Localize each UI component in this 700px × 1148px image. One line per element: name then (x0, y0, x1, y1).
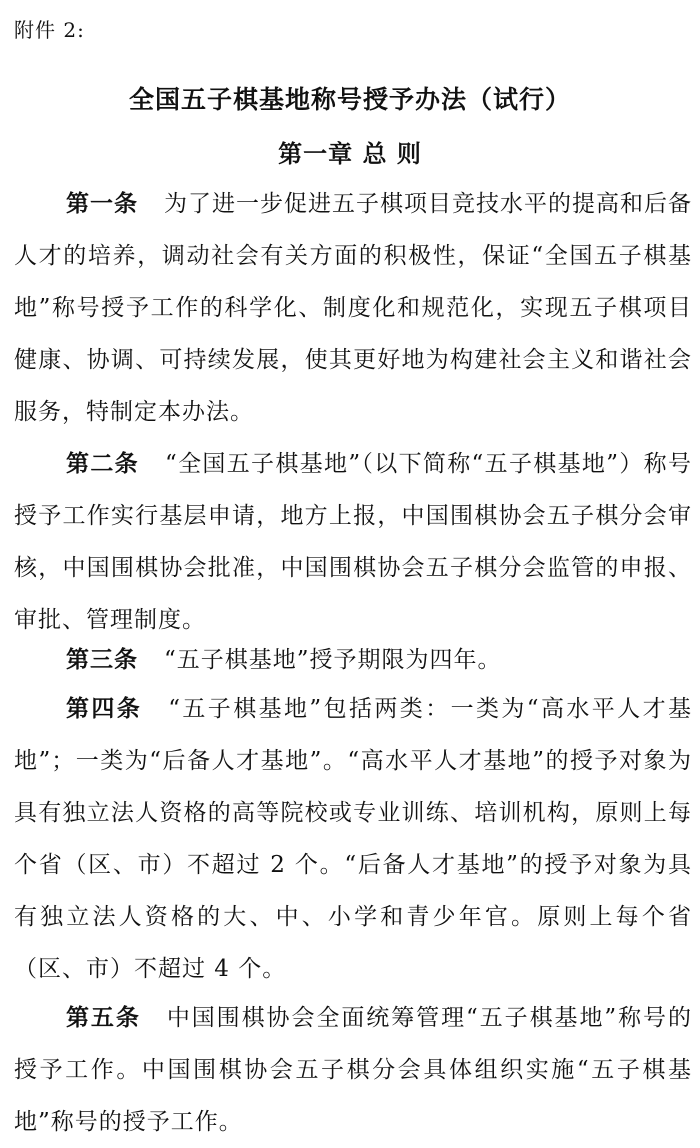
article-3 (14, 634, 692, 686)
document-title: 全国五子棋基地称号授予办法（试行） (128, 85, 571, 114)
article-4 (14, 683, 692, 995)
article-3-label: 第三条 (66, 647, 138, 673)
article-3-text: “五子棋基地”授予期限为四年。 (164, 647, 502, 673)
article-4-text: “五子棋基地”包括两类：一类为“高水平人才基地”；一类为“后备人才基地”。“高水平人才基地”的授予对象为具有独立法人资格的高等院校或专业训练、培训机构，原则上每个省（区、市）不超过 2 个。“后备人才基地”的授予对象为具有独立法人资格的大、中、小学和青少年官。原则上每个省（区、市）不超过 4 个。 (14, 696, 692, 982)
article-1 (14, 178, 692, 438)
article-4-label: 第四条 (66, 696, 143, 722)
article-2 (14, 438, 692, 646)
attachment-label: 附件 2: (14, 18, 85, 42)
article-5-label: 第五条 (66, 1005, 141, 1031)
article-1-label: 第一条 (66, 191, 138, 217)
article-5-text: 中国围棋协会全面统筹管理“五子棋基地”称号的授予工作。中国围棋协会五子棋分会具体组织实施“五子棋基地”称号的授予工作。 (14, 1005, 692, 1135)
article-2-label: 第二条 (66, 451, 139, 477)
chapter-heading: 第一章 总 则 (278, 140, 422, 168)
article-5 (14, 992, 692, 1148)
article-1-text: 为了进一步促进五子棋项目竞技水平的提高和后备人才的培养，调动社会有关方面的积极性，保证“全国五子棋基地”称号授予工作的科学化、制度化和规范化，实现五子棋项目健康、协调、可持续发展，使其更好地为构建社会主义和谐社会服务，特制定本办法。 (14, 191, 692, 425)
article-2-text: “全国五子棋基地”（以下简称“五子棋基地”）称号授予工作实行基层申请，地方上报，中国围棋协会五子棋分会审核，中国围棋协会批准，中国围棋协会五子棋分会监管的申报、审批、管理制度。 (14, 451, 692, 633)
